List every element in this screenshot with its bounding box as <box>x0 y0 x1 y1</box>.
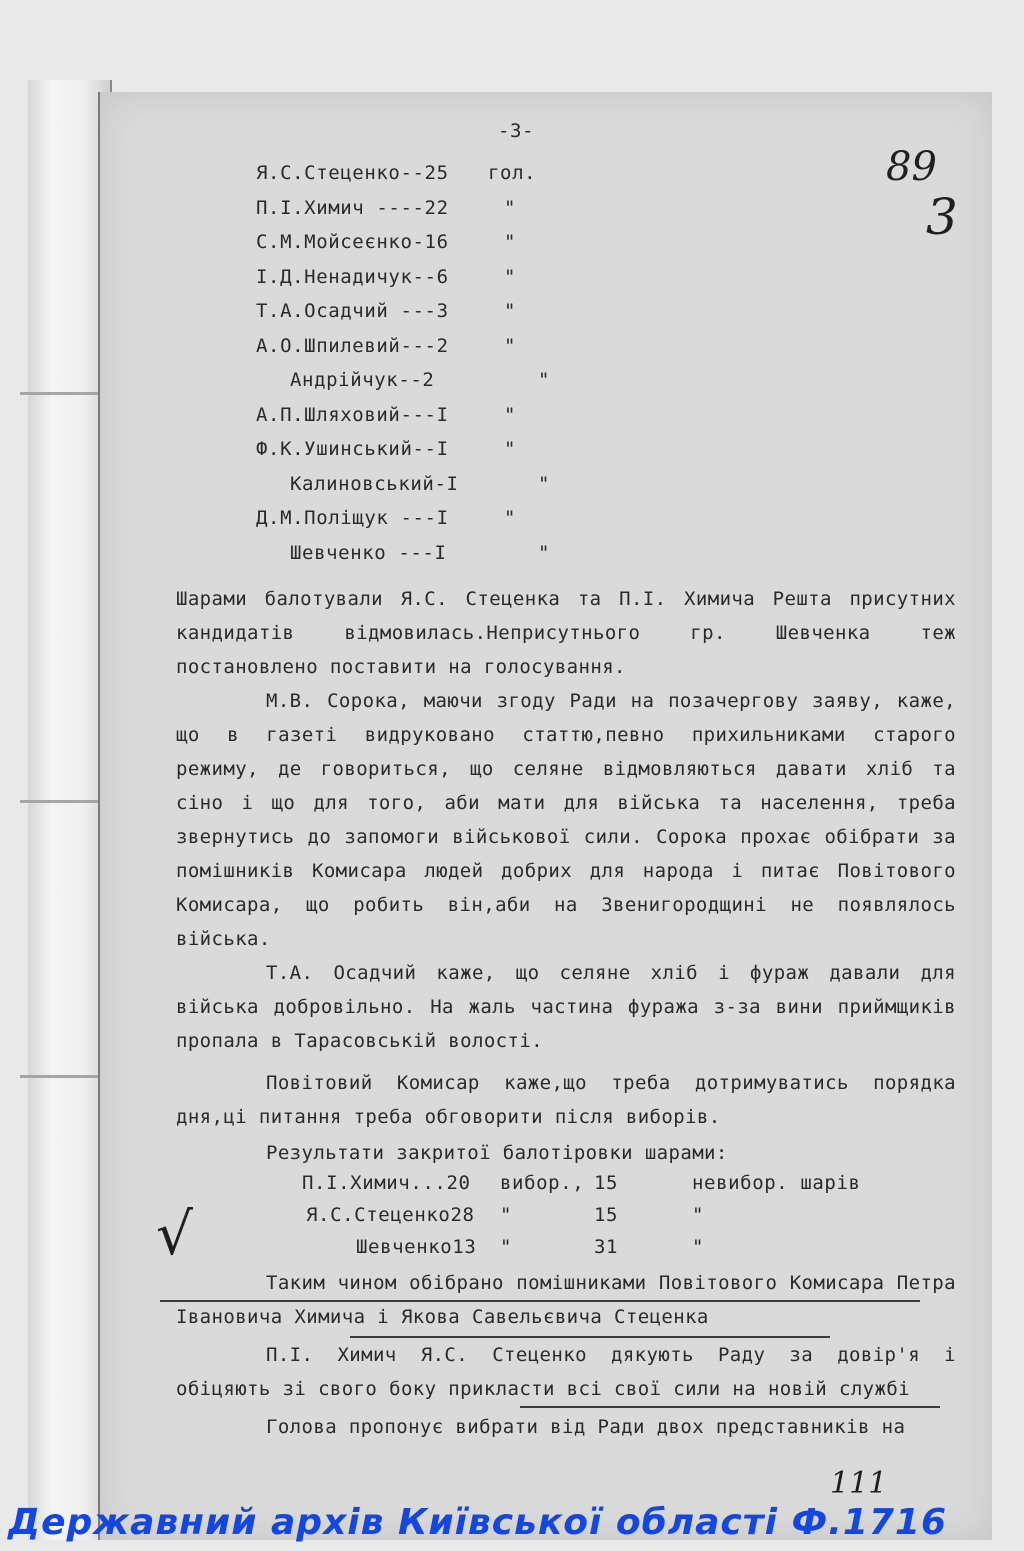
vote-row <box>290 541 551 564</box>
candidate-votes: Андрійчук--2 <box>290 369 435 391</box>
candidate-votes: П.І.Химич ----22 <box>256 196 449 219</box>
archive-caption: Державний архів Київської області Ф.1716 <box>8 1502 948 1543</box>
vote-unit: " <box>504 231 517 253</box>
paragraph-chairman: Голова пропонує вибрати від Ради двох представників на <box>266 1416 906 1438</box>
result-cell: 15 <box>594 1204 619 1226</box>
pencil-underline <box>160 1300 920 1302</box>
vote-unit: " <box>504 438 517 460</box>
result-cell: " <box>500 1236 513 1258</box>
paragraph-thanks: П.І. Химич Я.С. Стеценко дякують Раду за довір'я і обіцяють зі свого боку прикласти всі свої сили на новій службі <box>176 1344 956 1400</box>
result-cell: невибор. шарів <box>692 1172 861 1194</box>
handwritten-bottom-number: 111 <box>830 1466 888 1501</box>
handwritten-folio: 89 <box>886 144 937 190</box>
vote-row <box>290 369 551 391</box>
document-sheet <box>98 92 992 1540</box>
candidate-votes: А.О.Шпилевий---2 <box>256 334 449 357</box>
vote-row <box>256 507 517 529</box>
result-cell: 31 <box>594 1236 619 1258</box>
vote-row <box>256 438 517 460</box>
vote-row <box>290 472 551 495</box>
vote-unit: гол. <box>488 162 537 184</box>
candidate-votes: А.П.Шляховий---І <box>256 403 449 426</box>
result-cell: Я.С.Стеценко28 <box>306 1204 475 1226</box>
vote-row <box>256 403 517 426</box>
result-cell: " <box>692 1204 705 1226</box>
vote-row <box>256 334 517 357</box>
result-cell: вибор., <box>500 1172 585 1194</box>
candidate-votes: Ф.К.Ушинський--І <box>256 438 449 460</box>
paragraph-soroka: М.В. Сорока, маючи згоду Ради на позачергову заяву, каже, що в газеті видруковано статтю,певно прихильниками старого режиму, де говориться, що селяне відмовляються давати хліб та сіно і що для того, аби мати для війська та населення, треба звернутись до запомоги військової сили. Сорока прохає обібрати за помішників Комисара людей добрих для народа і питає Повітового Комисара, що робить він,аби на Звенигородщині не появлялось війська. <box>176 690 956 950</box>
page-number: -3- <box>498 120 535 142</box>
result-cell: 15 <box>594 1172 619 1194</box>
vote-unit: " <box>504 265 517 288</box>
candidate-votes: І.Д.Ненадичук--6 <box>256 265 449 288</box>
candidate-votes: Калиновський-І <box>290 472 459 495</box>
candidate-votes: Т.А.Осадчий ---3 <box>256 300 449 322</box>
pencil-underline <box>520 1406 940 1408</box>
handwritten-mark: 3 <box>926 188 958 246</box>
vote-unit: " <box>538 541 551 564</box>
paragraph-commissar: Повітовий Комисар каже,що треба дотримуватись порядка дня,ці питання треба обговорити після виборів. <box>176 1072 956 1128</box>
vote-unit: " <box>504 507 517 529</box>
vote-row <box>256 300 517 322</box>
paragraph-osadchyi: Т.А. Осадчий каже, що селяне хліб і фураж давали для війська добровільно. На жаль частина фуража з-за вини приймщиків пропала в Тарасовській волості. <box>176 962 956 1052</box>
vote-unit: " <box>538 472 551 495</box>
vote-row <box>256 162 537 184</box>
vote-unit: " <box>504 196 517 219</box>
paragraph-elected: Таким чином обібрано помішниками Повітового Комисара Петра Івановича Химича і Якова Савельєвича Стеценка <box>176 1272 956 1328</box>
vote-unit: " <box>504 300 517 322</box>
handwritten-check: √ <box>156 1200 193 1268</box>
vote-row <box>256 196 517 219</box>
result-cell: Шевченко13 <box>356 1236 477 1258</box>
candidate-votes: Я.С.Стеценко--25 <box>256 162 449 184</box>
result-cell: " <box>500 1204 513 1226</box>
vote-row <box>256 231 517 253</box>
candidate-votes: С.М.Мойсеєнко-16 <box>256 231 449 253</box>
paragraph-ballot: Шарами балотували Я.С. Стеценка та П.І. Химича Решта присутних кандидатів відмовилась.Неприсутнього гр. Шевченка теж постановлено поставити на голосування. <box>176 588 956 678</box>
vote-unit: " <box>538 369 551 391</box>
vote-row <box>256 265 517 288</box>
vote-unit: " <box>504 403 517 426</box>
result-cell: П.І.Химич...20 <box>302 1172 471 1194</box>
result-cell: " <box>692 1236 705 1258</box>
candidate-votes: Д.М.Поліщук ---І <box>256 507 449 529</box>
candidate-votes: Шевченко ---І <box>290 541 447 564</box>
paragraph-results-heading: Результати закритої балотіровки шарами: <box>266 1142 728 1164</box>
vote-unit: " <box>504 334 517 357</box>
